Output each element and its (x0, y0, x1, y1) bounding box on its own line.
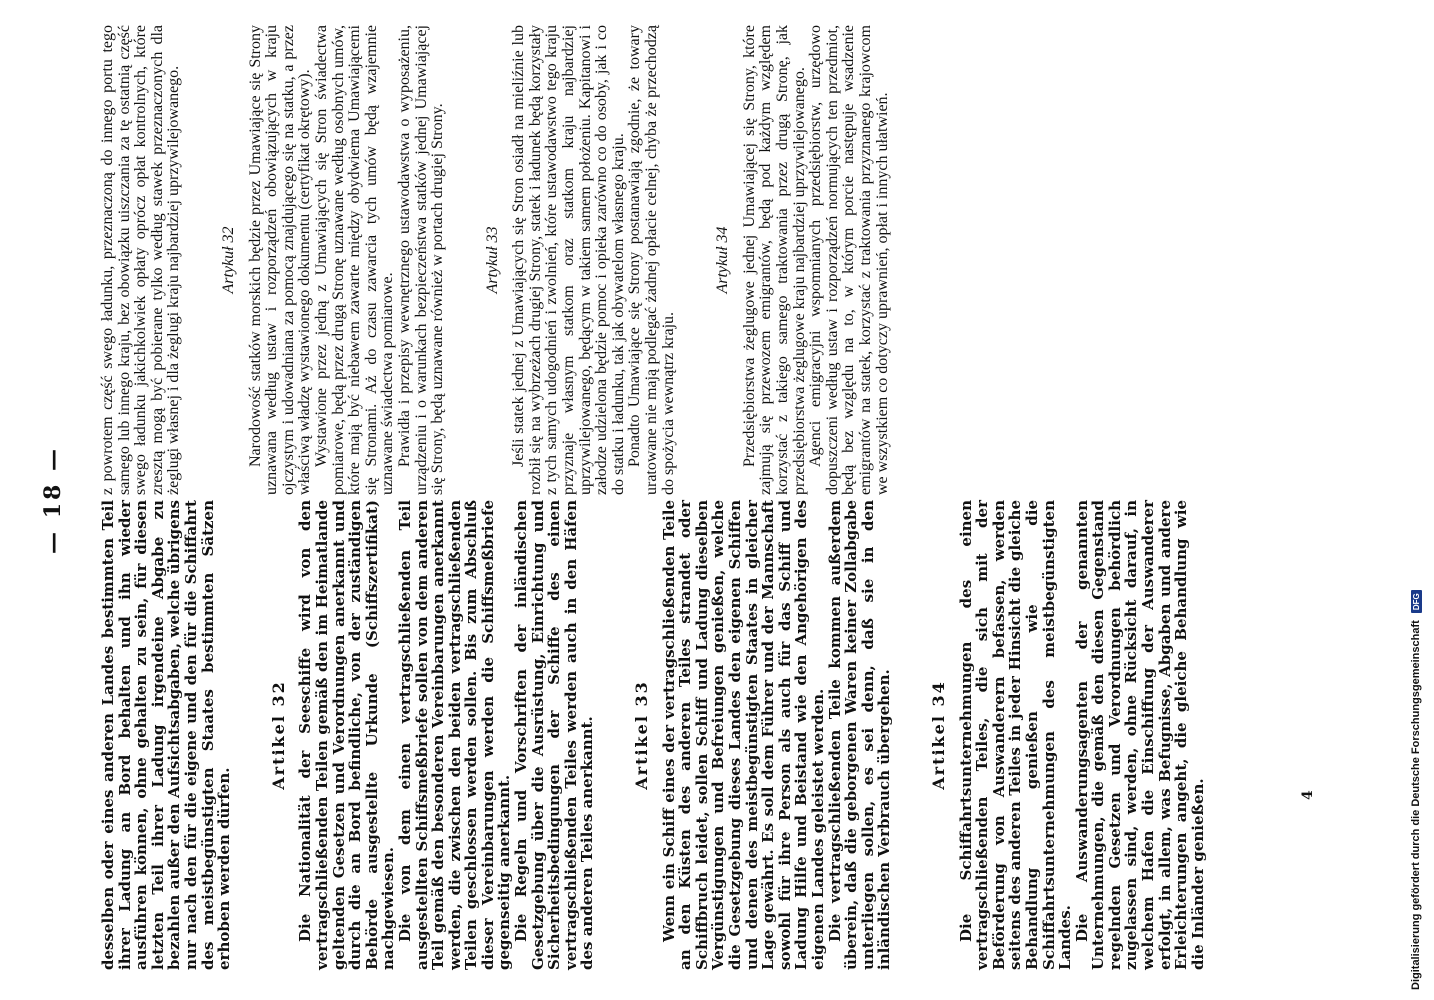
german-art32-heading: Artikel 32 (268, 680, 288, 790)
german-art32-p1: Die Nationalität der Seeschiffe wird von den vertragschließenden Teilen gemäß den im Heimatlande geltenden Gesetzen und Verordnungen anerkannt und durch die an Bord befindliche, von der zuständigen Behörde ausgestellte Urkunde (Schiffszertifikat) nachgewiesen. (296, 500, 398, 970)
polish-intro: z powrotem część swego ładunku, przeznaczoną do innego portu tego samego lub innego kraju, bez obowiązku uiszczania za tę ostatnią część swego ładunku jakichkolwiek opłaty oprócz opłat kontrolnych, które zresztą mogą być pobierane tylko według stawek przeznaczonych dla żeglugi własnej i dla żeglugi kraju najbardziej uprzywilejowanego. (99, 25, 183, 495)
german-art34-p2: Die Auswanderungsagenten der genannten Unternehmungen, die gemäß den diesen Gegenstand regelnden Gesetzen und Verordnungen behördlich zugelassen sind, werden, ohne Rücksicht darauf, in welchem Hafen die Einschiffung der Auswanderer erfolgt, in allem, was Befugnisse, Abgaben und andere Erleichterungen angeht, die gleiche Behandlung wie die Inländer genießen. (1072, 500, 1207, 970)
german-art32-p2: Die von dem einen vertragschließenden Teil ausgestellten Schiffsmeßbriefe sollen von dem anderen Teil gemäß den besonderen Vereinbarungen anerkannt werden, die zwischen den beiden vertragschließenden Teilen geschlossen werden sollen. Bis zum Abschluß dieser Vereinbarungen werden die Schiffsmeßbriefe gegenseitig anerkannt. (395, 500, 514, 970)
page-number: — 18 — (40, 446, 66, 554)
footer-text: Digitalisierung gefördert durch die Deutsche Forschungsgemeinschaft (1410, 620, 1422, 990)
polish-art33-p2: Ponadto Umawiające się Strony postanawiają zgodnie, że towary uratowane nie mają podlegać żadnej opłacie celnej, chyba że przechodzą do spożycia wewnątrz kraju. (626, 25, 677, 495)
german-art34-heading: Artikel 34 (928, 680, 948, 790)
german-art33-p1: Wenn ein Schiff eines der vertragschließenden Teile an den Küsten des anderen Teiles strandet oder Schiffbruch leidet, sollen Schiff und Ladung dieselben Vergünstigungen und Befreiungen genießen, welche die Gesetzgebung dieses Landes den eigenen Schiffen und denen des meistbegünstigten Staates in gleicher Lage gewährt. Es soll dem Führer und der Mannschaft sowohl für ihre Person als auch für das Schiff und Ladung Hilfe und Beistand wie den Angehörigen des eigenen Landes geleistet werden. (659, 500, 827, 970)
german-art34-p1: Die Schiffahrtsunternehmungen des einen vertragschließenden Teiles, die sich mit der Beförderung von Auswanderern befassen, werden seitens des anderen Teiles in jeder Hinsicht die gleiche Behandlung genießen wie die Schiffahrtsunternehmungen des meistbegünstigten Landes. (956, 500, 1075, 970)
signature-number: 4 (1300, 790, 1316, 800)
german-art33-heading: Artikel 33 (632, 680, 652, 790)
footer-credit (1410, 590, 1422, 990)
polish-art34-heading: Artykuł 34 (714, 226, 732, 294)
polish-art34-p2: Agenci emigracyjni wspomnianych przedsiębiorstw, urzędowo dopuszczeni według ustaw i rozporządzeń normujących ten przedmiot, będą bez względu na to, w którym porcie następuje wsadzenie emigrantów na statek, korzystać z traktowania przyznanego krajowcom we wszystkiem co dotyczy uprawnień, opłat i innych ułatwień. (807, 25, 891, 495)
german-art32-p3: Die Regeln und Vorschriften der inländischen Gesetzgebung über die Ausrüstung, Einrichtung und Sicherheitsbedingungen der Schiffe des einen vertragschließenden Teiles werden auch in den Häfen des anderen Teiles anerkannt. (512, 500, 597, 970)
german-column (100, 500, 1206, 970)
polish-art33-heading: Artykuł 33 (483, 226, 501, 294)
polish-art32-heading: Artykuł 32 (219, 226, 237, 294)
polish-art32-p2: Wystawione przez jedną z Umawiających się Stron świadectwa pomiarowe, będą przez drugą Stronę uznawane według osobnych umów, które mają być niebawem zawarte między obydwiema Umawiającemi się Stronami. Aż do czasu zawarcia tych umów będą wzajemnie uznawane świadectwa pomiarowe. (312, 25, 397, 495)
german-intro: desselben oder eines anderen Landes bestimmten Teil ihrer Ladung an Bord behalten und ihn wieder ausführen können, ohne gehalten zu sein, für diesen letzten Teil ihrer Ladung irgendeine Abgabe zu bezahlen außer den Aufsichtsabgaben, welche übrigens nur nach den für die eigene und den für die Schiffahrt des meistbegünstigten Staates bestimmten Sätzen erhoben werden dürfen. (99, 500, 234, 970)
polish-art32-p3: Prawidła i przepisy wewnętrznego ustawodawstwa o wyposażeniu, urządzeniu i o warunkach bezpieczeństwa statków jednej Umawiającej się Strony, będą uznawane również w portach drugiej Strony. (395, 25, 447, 495)
dfg-logo-icon: DFG (1411, 590, 1422, 613)
polish-column (100, 25, 891, 495)
polish-art32-p1: Narodowość statków morskich będzie przez Umawiające się Strony uznawana według ustaw i rozporządzeń obowiązujących w kraju ojczystym i udowadniana za pomocą znajdującego się na statku, a przez właściwą władzę wystawionego dokumentu (certyfikat okrętowy). (246, 25, 314, 495)
german-art33-p2: Die vertragschließenden Teile kommen außerdem überein, daß die geborgenen Waren keiner Zollabgabe unterliegen sollen, es sei denn, daß sie in den inländischen Verbrauch übergehen. (825, 500, 894, 970)
polish-art34-p1: Przedsiębiorstwa żeglugowe jednej Umawiającej się Strony, które zajmują się przewozem emigrantów, będą pod każdym względem korzystać z takiego samego traktowania przez drugą Stronę, jak przedsiębiorstwa żeglugowe kraju najbardziej uprzywilejowanego. (740, 25, 808, 495)
polish-art33-p1: Jeśli statek jednej z Umawiających się Stron osiadł na mieliźnie lub rozbił się na wybrzeżach drugiej Strony, statek i ładunek będą korzystały z tych samych udogodnień i zwolnień, które ustawodawstwo tego kraju przyznaje własnym statkom oraz statkom kraju najbardziej uprzywilejowanego, będącym w takiem samem położeniu. Kapitanowi i załodze udzielona będzie pomoc i opieka zarówno co do osoby, jak i co do statku i ładunku, tak jak obywatelom własnego kraju. (510, 25, 627, 495)
